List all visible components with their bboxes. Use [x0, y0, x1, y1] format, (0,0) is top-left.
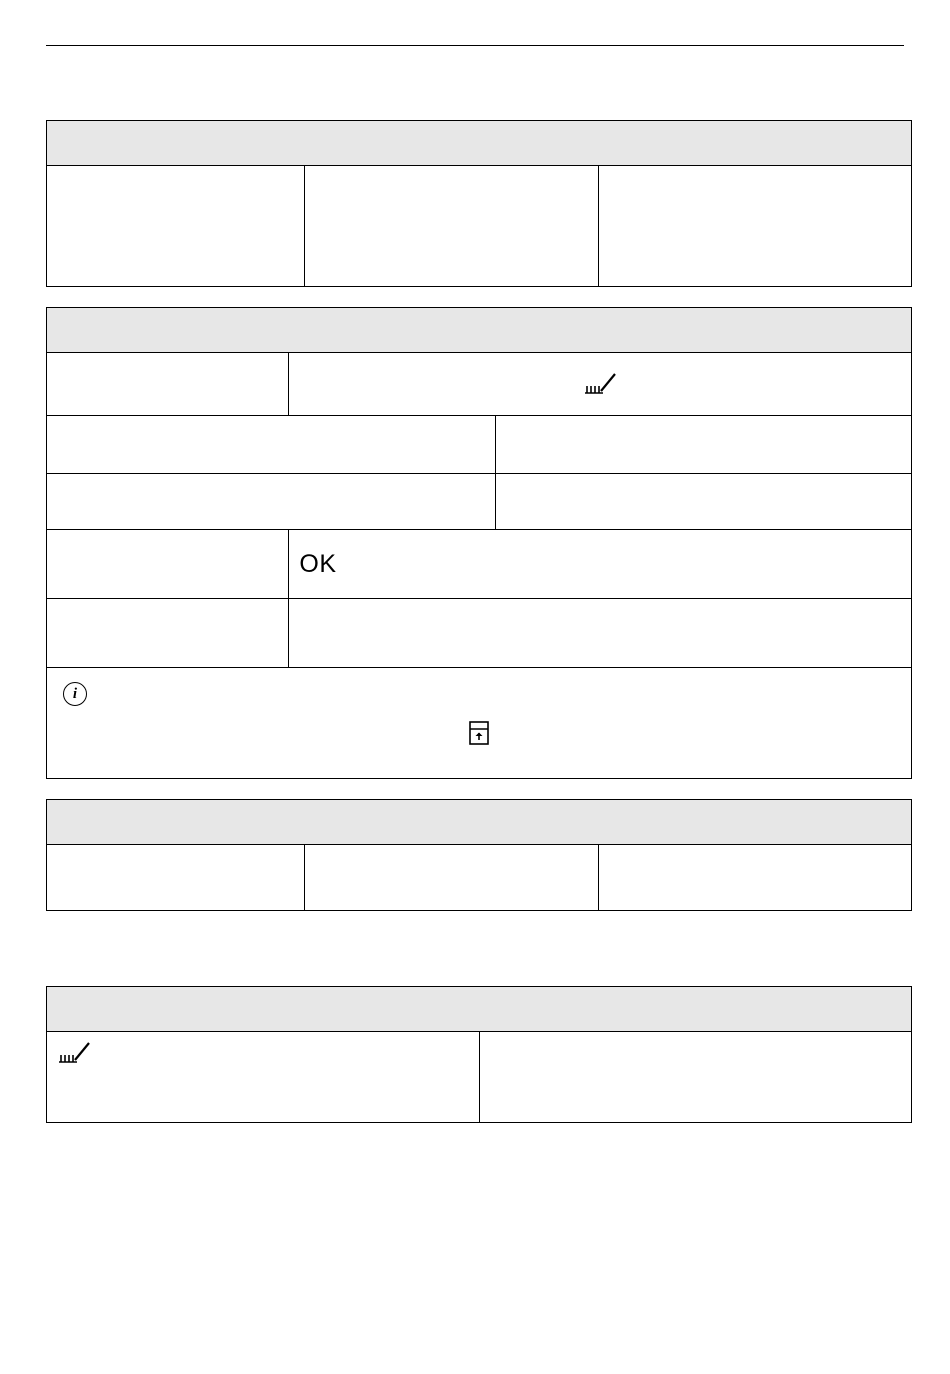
table-cell [599, 845, 911, 910]
section-gap [46, 931, 912, 986]
table-cell-with-icon [289, 353, 911, 415]
table-cell [47, 599, 289, 667]
table-block-3 [46, 799, 912, 911]
table-cell [47, 530, 289, 598]
table-cell [47, 474, 496, 529]
table-row [47, 166, 911, 286]
table-cell [496, 474, 911, 529]
info-note [47, 668, 911, 778]
section-band [47, 308, 911, 353]
table-cell [599, 166, 911, 286]
table-cell-ok [289, 530, 911, 598]
table-cell [305, 845, 599, 910]
hand-swipe-icon [583, 371, 617, 397]
section-band [47, 121, 911, 166]
table-cell-with-icon [47, 1032, 480, 1122]
door-open-icon [468, 720, 490, 746]
table-row [47, 845, 911, 910]
table-row [47, 599, 911, 668]
table-cell [47, 353, 289, 415]
section-band [47, 987, 911, 1032]
table-block-1 [46, 120, 912, 287]
table-row [47, 1032, 911, 1122]
hand-swipe-icon [57, 1040, 91, 1066]
table-row [47, 530, 911, 599]
table-cell [47, 166, 305, 286]
table-cell [496, 416, 911, 473]
table-row [47, 353, 911, 416]
table-row [47, 416, 911, 474]
ok-button-glyph: OK [299, 550, 337, 578]
info-icon-glyph: i [72, 685, 78, 702]
info-icon [63, 682, 87, 706]
section-band [47, 800, 911, 845]
table-cell [289, 599, 911, 667]
header-rule [46, 45, 904, 46]
table-cell [47, 416, 496, 473]
note-icon-row [63, 720, 895, 746]
table-row [47, 474, 911, 530]
table-block-4 [46, 986, 912, 1123]
table-cell [480, 1032, 911, 1122]
table-row-note [47, 668, 911, 778]
table-cell [305, 166, 599, 286]
table-block-2 [46, 307, 912, 779]
page-content [46, 120, 912, 1143]
table-cell [47, 845, 305, 910]
